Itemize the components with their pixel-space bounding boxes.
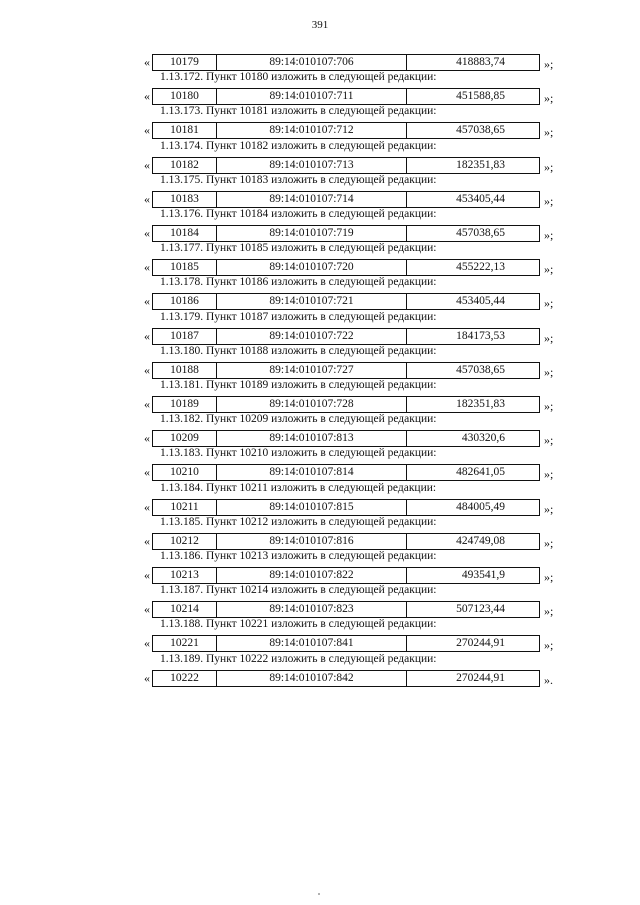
close-quote: »;: [544, 535, 554, 550]
close-quote: »;: [544, 330, 554, 345]
open-quote: «: [144, 294, 150, 309]
row-table: [152, 328, 540, 345]
cadastral-number: 89:14:010107:842: [217, 671, 407, 686]
open-quote: «: [144, 89, 150, 104]
close-quote: »;: [544, 399, 554, 413]
open-quote: «: [144, 431, 150, 446]
table-row: [0, 601, 640, 618]
cadastral-value: 457038,65: [456, 227, 505, 239]
close-quote: ».: [544, 672, 553, 687]
table-row: [0, 157, 640, 174]
row-table: [152, 225, 540, 242]
open-quote: «: [144, 533, 150, 548]
amendment-caption: 1.13.176. Пункт 10184 изложить в следующей редакции:: [160, 208, 437, 220]
amendment-caption: 1.13.174. Пункт 10182 изложить в следующей редакции:: [160, 139, 437, 152]
cadastral-value: 270244,91: [456, 671, 505, 684]
table-row: [0, 88, 640, 105]
row-table: [152, 533, 540, 550]
cadastral-value: 484005,49: [456, 500, 505, 513]
table-row: [0, 54, 640, 71]
row-number: 10186: [153, 294, 217, 309]
cadastral-value: 424749,08: [456, 534, 505, 547]
cadastral-value: 453405,44: [456, 295, 505, 308]
page-number: 391: [311, 19, 329, 31]
cadastral-number: 89:14:010107:814: [217, 465, 407, 480]
row-number: 10185: [153, 260, 217, 275]
cadastral-number: 89:14:010107:713: [217, 158, 407, 173]
close-quote: »;: [544, 159, 554, 174]
table-row: [0, 567, 640, 584]
row-table: [152, 601, 540, 618]
open-quote: «: [144, 465, 150, 480]
cadastral-number: 89:14:010107:816: [217, 534, 407, 549]
table-row: [0, 328, 640, 345]
amendment-caption: 1.13.185. Пункт 10212 изложить в следующей редакции:: [160, 515, 437, 528]
cadastral-number: 89:14:010107:722: [217, 329, 407, 344]
row-table: [152, 54, 540, 71]
table-row: [0, 464, 640, 481]
row-table: [152, 670, 540, 687]
cadastral-number: 89:14:010107:706: [217, 55, 407, 70]
close-quote: »;: [544, 91, 554, 106]
cadastral-value: 482641,05: [456, 466, 505, 479]
open-quote: «: [144, 191, 150, 206]
amendment-caption: 1.13.172. Пункт 10180 изложить в следующей редакции:: [160, 71, 437, 84]
cadastral-value: 182351,83: [456, 398, 505, 410]
close-quote: »;: [544, 604, 554, 619]
amendment-caption: 1.13.178. Пункт 10186 изложить в следующей редакции:: [160, 276, 437, 289]
table-row: [0, 430, 640, 447]
cadastral-number: 89:14:010107:823: [217, 602, 407, 617]
table-row: [0, 635, 640, 652]
row-table: [152, 635, 540, 652]
cadastral-value: 451588,85: [456, 90, 505, 103]
cadastral-number: 89:14:010107:719: [217, 226, 407, 241]
table-row: [0, 122, 640, 139]
cadastral-value: 430320,6: [461, 432, 505, 445]
row-number: 10188: [153, 363, 217, 378]
row-number: 10187: [153, 329, 217, 344]
row-table: [152, 362, 540, 379]
row-table: [152, 122, 540, 139]
row-number: 10189: [153, 397, 217, 412]
row-table: [152, 396, 540, 413]
row-table: [152, 430, 540, 447]
cadastral-number: 89:14:010107:822: [217, 568, 407, 583]
row-number: 10222: [153, 671, 217, 686]
row-table: [152, 88, 540, 105]
row-number: 10181: [153, 123, 217, 138]
row-table: [152, 293, 540, 310]
open-quote: «: [144, 55, 150, 69]
row-number: 10209: [153, 431, 217, 446]
row-table: [152, 259, 540, 276]
cadastral-value: 457038,65: [456, 363, 505, 376]
cadastral-value: 184173,53: [456, 329, 505, 342]
row-table: [152, 567, 540, 584]
table-row: [0, 533, 640, 550]
amendment-caption: 1.13.175. Пункт 10183 изложить в следующей редакции:: [160, 173, 437, 186]
cadastral-number: 89:14:010107:711: [217, 89, 407, 104]
amendment-caption: 1.13.181. Пункт 10189 изложить в следующей редакции:: [160, 379, 437, 391]
amendment-caption: 1.13.177. Пункт 10185 изложить в следующей редакции:: [160, 242, 437, 255]
row-table: [152, 499, 540, 516]
amendment-caption: 1.13.184. Пункт 10211 изложить в следующей редакции:: [160, 481, 437, 494]
cadastral-value: 418883,74: [456, 56, 505, 68]
row-number: 10180: [153, 89, 217, 104]
close-quote: »;: [544, 296, 554, 311]
close-quote: »;: [544, 57, 554, 71]
amendment-caption: 1.13.186. Пункт 10213 изложить в следующей редакции:: [160, 550, 437, 562]
table-row: [0, 396, 640, 413]
table-row: [0, 259, 640, 276]
row-table: [152, 157, 540, 174]
open-quote: «: [144, 123, 150, 138]
close-quote: »;: [544, 570, 554, 584]
table-row: [0, 670, 640, 687]
row-number: 10183: [153, 192, 217, 207]
cadastral-value: 507123,44: [456, 603, 505, 616]
cadastral-value: 270244,91: [456, 637, 505, 650]
cadastral-value: 493541,9: [461, 569, 505, 581]
cadastral-number: 89:14:010107:815: [217, 500, 407, 515]
row-number: 10214: [153, 602, 217, 617]
open-quote: «: [144, 397, 150, 411]
row-number: 10179: [153, 55, 217, 70]
cadastral-value: 457038,65: [456, 124, 505, 137]
cadastral-value: 182351,83: [456, 158, 505, 171]
open-quote: «: [144, 636, 150, 651]
cadastral-number: 89:14:010107:721: [217, 294, 407, 309]
close-quote: »;: [544, 467, 554, 482]
amendment-caption: 1.13.179. Пункт 10187 изложить в следующей редакции:: [160, 310, 437, 323]
close-quote: »;: [544, 501, 554, 516]
cadastral-number: 89:14:010107:720: [217, 260, 407, 275]
amendment-caption: 1.13.182. Пункт 10209 изложить в следующей редакции:: [160, 413, 437, 426]
open-quote: «: [144, 670, 150, 685]
cadastral-number: 89:14:010107:727: [217, 363, 407, 378]
row-table: [152, 191, 540, 208]
cadastral-number: 89:14:010107:728: [217, 397, 407, 412]
close-quote: »;: [544, 364, 554, 379]
open-quote: «: [144, 157, 150, 172]
close-quote: »;: [544, 125, 554, 140]
row-number: 10221: [153, 636, 217, 651]
open-quote: «: [144, 602, 150, 617]
cadastral-number: 89:14:010107:712: [217, 123, 407, 138]
open-quote: «: [144, 499, 150, 514]
row-table: [152, 464, 540, 481]
amendment-caption: 1.13.189. Пункт 10222 изложить в следующей редакции:: [160, 652, 437, 665]
table-row: [0, 191, 640, 208]
amendment-caption: 1.13.173. Пункт 10181 изложить в следующей редакции:: [160, 105, 437, 118]
cadastral-value: 453405,44: [456, 192, 505, 205]
amendment-caption: 1.13.187. Пункт 10214 изложить в следующей редакции:: [160, 584, 437, 597]
row-number: 10184: [153, 226, 217, 241]
table-row: [0, 225, 640, 242]
open-quote: «: [144, 260, 150, 275]
cadastral-number: 89:14:010107:714: [217, 192, 407, 207]
close-quote: »;: [544, 638, 554, 653]
table-row: [0, 499, 640, 516]
open-quote: «: [144, 362, 150, 377]
table-row: [0, 293, 640, 310]
amendment-caption: 1.13.188. Пункт 10221 изложить в следующей редакции:: [160, 618, 437, 631]
table-row: [0, 362, 640, 379]
amendment-caption: 1.13.180. Пункт 10188 изложить в следующей редакции:: [160, 344, 437, 357]
row-number: 10213: [153, 568, 217, 583]
row-number: 10182: [153, 158, 217, 173]
close-quote: »;: [544, 262, 554, 277]
open-quote: «: [144, 226, 150, 240]
close-quote: »;: [544, 433, 554, 448]
cadastral-value: 455222,13: [456, 261, 505, 274]
amendment-caption: 1.13.183. Пункт 10210 изложить в следующей редакции:: [160, 447, 437, 460]
close-quote: »;: [544, 228, 554, 242]
row-number: 10211: [153, 500, 217, 515]
open-quote: «: [144, 568, 150, 582]
open-quote: «: [144, 328, 150, 343]
row-number: 10212: [153, 534, 217, 549]
row-number: 10210: [153, 465, 217, 480]
close-quote: »;: [544, 193, 554, 208]
cadastral-number: 89:14:010107:813: [217, 431, 407, 446]
cadastral-number: 89:14:010107:841: [217, 636, 407, 651]
scan-speck: [318, 893, 320, 895]
